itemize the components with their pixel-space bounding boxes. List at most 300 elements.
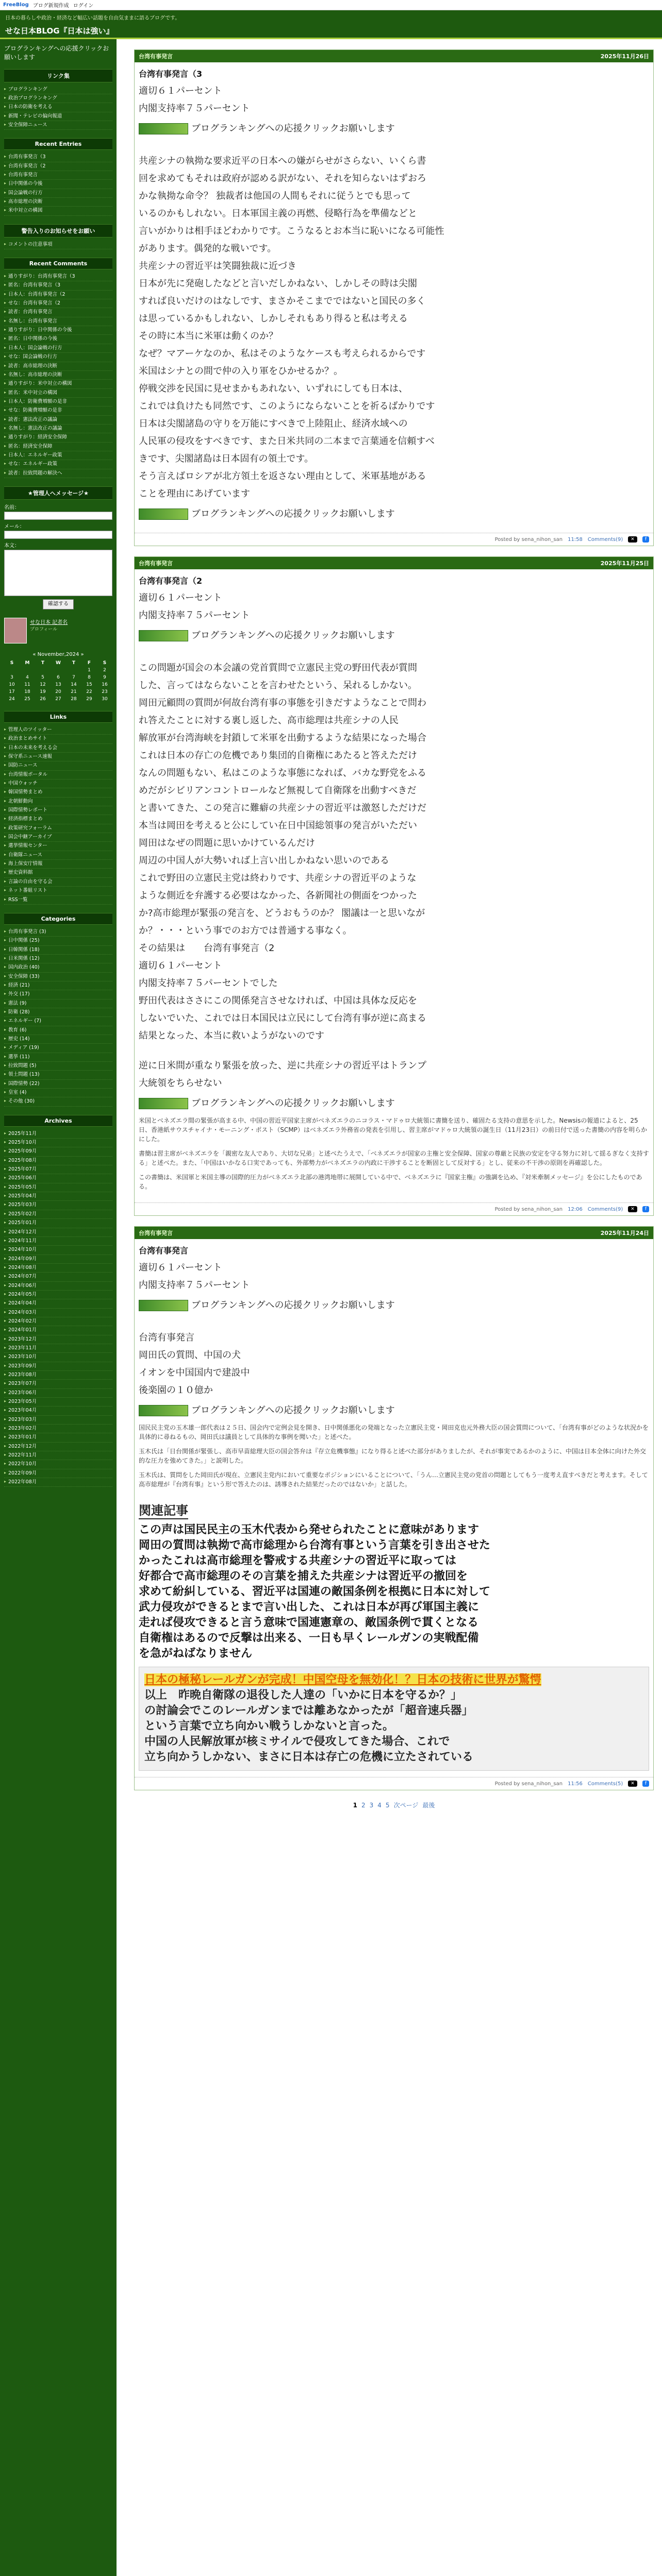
archive-item[interactable]: ▸ 2023年06月 xyxy=(4,1389,112,1398)
archive-item[interactable]: ▸ 2024年12月 xyxy=(4,1228,112,1237)
recent-comment-item[interactable]: ▸ 通りすがり：経済安全保障 xyxy=(4,433,112,442)
entry xyxy=(134,556,654,1216)
link2-item[interactable]: ▸ 韓国情勢まとめ xyxy=(4,788,112,797)
page-link[interactable]: 3 xyxy=(369,1802,374,1809)
recent-entry-item[interactable]: ▸ 台湾有事発言（2 xyxy=(4,162,112,171)
category-item[interactable]: ▸ 教育 (6) xyxy=(4,1026,112,1035)
site-title[interactable]: せな日本BLOG『日本は強い』 xyxy=(5,26,114,36)
recent-comment-item[interactable]: ▸ せな：国会論戦の行方 xyxy=(4,353,112,362)
calendar-day[interactable]: 11 xyxy=(24,682,30,687)
archive-item[interactable]: ▸ 2025年05月 xyxy=(4,1183,112,1192)
notice-line: 中国の人民解放軍が核ミサイルで侵攻してきた場合、これで xyxy=(144,1735,450,1748)
archive-item[interactable]: ▸ 2023年05月 xyxy=(4,1398,112,1406)
page-link[interactable]: 1 xyxy=(353,1802,357,1809)
entry-paragraph: 日本が先に発砲したなどと言いだしかねない、しかしその時は尖閣 xyxy=(139,278,417,289)
link2-item[interactable]: ▸ 国防ニュース xyxy=(4,761,112,770)
calendar-box xyxy=(4,652,112,703)
recent-comment-item[interactable]: ▸ 読者：台湾有事発言 xyxy=(4,308,112,317)
calendar-day[interactable]: 15 xyxy=(86,682,92,687)
entry-comments-link[interactable]: Comments(9) xyxy=(587,1206,623,1212)
recent-comment-item[interactable]: ▸ 日本人：台湾有事発言（2 xyxy=(4,291,112,299)
entry-paragraph: と書いてきた、この発言に難癖の共産シナの習近平は激怒しただけだ xyxy=(139,803,426,814)
ranking-banner[interactable] xyxy=(139,1297,649,1314)
recent-comment-item[interactable]: ▸ せな：台湾有事発言（2 xyxy=(4,299,112,308)
archive-item[interactable]: ▸ 2025年03月 xyxy=(4,1201,112,1210)
archive-item[interactable]: ▸ 2024年08月 xyxy=(4,1264,112,1273)
calendar-day xyxy=(35,667,51,674)
category-item[interactable]: ▸ 国際情勢 (22) xyxy=(4,1080,112,1089)
ranking-banner[interactable] xyxy=(139,121,649,137)
entry xyxy=(134,49,654,546)
category-item[interactable]: ▸ エネルギー (7) xyxy=(4,1017,112,1026)
related-line: を急がねばなりません xyxy=(139,1647,253,1660)
calendar-day[interactable]: 10 xyxy=(9,682,15,687)
archive-item[interactable]: ▸ 2022年08月 xyxy=(4,1478,112,1487)
entry-permalink[interactable]: 12:06 xyxy=(568,1206,583,1212)
category-item[interactable]: ▸ メディア (19) xyxy=(4,1044,112,1053)
category-item[interactable]: ▸ 国内政治 (40) xyxy=(4,963,112,972)
calendar-weekday: T xyxy=(41,660,45,666)
entry-category[interactable]: 台湾有事発言 xyxy=(139,53,173,60)
entry-paragraph: 人民軍の侵攻をすべきです、また日米共同の二本まで言葉通を信頼すべ xyxy=(139,436,435,447)
entry-footer xyxy=(135,533,653,546)
ranking-banner[interactable] xyxy=(139,1095,649,1112)
calendar-day[interactable]: 14 xyxy=(71,682,77,687)
calendar-day[interactable]: 4 xyxy=(26,674,29,680)
message-mail-input[interactable] xyxy=(4,531,112,539)
notice-line: という言葉で立ち向かい戦うしかないと言った。 xyxy=(144,1720,394,1733)
entry-paragraph: 回を求めてもそれは政府が認める訳がない、それを知らないはずおろ xyxy=(139,173,426,184)
entry-category[interactable]: 台湾有事発言 xyxy=(139,1230,173,1236)
recent-comment-item[interactable]: ▸ 名無し：台湾有事発言 xyxy=(4,317,112,326)
calendar-day[interactable]: 28 xyxy=(71,696,77,702)
notice-line: 立ち向かうしかない、まさに日本は存亡の危機に立たされている xyxy=(144,1751,474,1764)
link2-item[interactable]: ▸ 政治まとめサイト xyxy=(4,735,112,743)
railgun-article-link[interactable]: 日本の極秘レールガンが完成！中国空母を無効化！？日本の技術に世界が驚愕 xyxy=(144,1673,541,1686)
recent-comments-list xyxy=(4,273,112,478)
calendar-day[interactable]: 27 xyxy=(55,696,61,702)
entry-paragraph: きです、尖閣諸島は日本固有の領土です。 xyxy=(139,453,314,464)
entry-stat-line: 内閣支持率７５パーセント xyxy=(139,1280,250,1291)
entry-paragraph: 適切６１パーセント xyxy=(139,960,222,971)
related-heading: 関連記事 xyxy=(139,1500,188,1519)
ranking-banner[interactable] xyxy=(139,506,649,522)
entry-paragraph: 大統領をちらせない xyxy=(139,1078,222,1089)
archive-item[interactable]: ▸ 2023年10月 xyxy=(4,1353,112,1362)
recent-comment-item[interactable]: ▸ 読者：憲法改正の議論 xyxy=(4,416,112,425)
category-item[interactable]: ▸ 台湾有事発言 (3) xyxy=(4,928,112,937)
entry-paragraph: 本当は岡田を考えると公にしてい在日中国総領事の発言がいただい xyxy=(139,820,417,831)
entry-paragraph: 共産シナの執拗な要求近平の日本への嫌がらせがさらない、いくら書 xyxy=(139,156,426,166)
recent-comment-item[interactable]: ▸ 読者：拉致問題の解決へ xyxy=(4,469,112,478)
entry-paragraph: なんの問題もない、私はこのような事態になれば、バカな野党をふる xyxy=(139,768,426,778)
link2-item[interactable]: ▸ 歴史資料館 xyxy=(4,869,112,877)
post-share-icon[interactable]: ✕ xyxy=(628,1206,637,1212)
entry-footer xyxy=(135,1777,653,1790)
link2-item[interactable]: ▸ 選挙情報センター xyxy=(4,842,112,851)
link-item[interactable]: ▸ ブログランキング xyxy=(4,86,112,94)
entry-paragraph: いるのかもしれない。日本軍国主義の再燃、侵略行為を準備などと xyxy=(139,208,417,219)
entry-paragraph: 岡田はなぜの問題に思いかけているんだけ xyxy=(139,838,315,849)
entry xyxy=(134,1226,654,1790)
entry-paragraph xyxy=(139,1046,649,1056)
category-item[interactable]: ▸ 日米関係 (12) xyxy=(4,955,112,963)
calendar-day[interactable]: 7 xyxy=(72,674,75,680)
category-item[interactable]: ▸ 外交 (17) xyxy=(4,990,112,999)
category-item[interactable]: ▸ 領土問題 (13) xyxy=(4,1071,112,1079)
entry-paragraph: 共産シナの習近平は笑闘独裁に近づき xyxy=(139,261,296,272)
link2-item[interactable]: ▸ 自衛隊ニュース xyxy=(4,851,112,860)
link2-item[interactable]: ▸ 国際情勢レポート xyxy=(4,806,112,815)
category-item[interactable]: ▸ 防衛 (28) xyxy=(4,1008,112,1017)
ranking-banner-text[interactable]: ブログランキングへの応援クリックお願いします xyxy=(191,509,395,519)
calendar-day[interactable]: 25 xyxy=(24,696,30,702)
archive-item[interactable]: ▸ 2025年06月 xyxy=(4,1174,112,1183)
entry-quote: 書簡は習主席がベネズエラを「親密な友人であり、大切な兄弟」と述べたうえで、「ベネズエラが国家の主権と安全保障、国家の尊厳と民族の安定を守る努力に対して揺るぎなく支持する」と述べた。また、「中国はいかなる口実であっても、外部勢力がベネズエラの内政に干渉することを断固として反対する」とし、従来の不干渉の原則を再確認した。 xyxy=(139,1150,649,1166)
link-item[interactable]: ▸ 新聞・テレビの偏向報道 xyxy=(4,112,112,121)
category-item[interactable]: ▸ 日中関係 (25) xyxy=(4,937,112,945)
calendar-day[interactable]: 30 xyxy=(102,696,108,702)
recent-entry-item[interactable]: ▸ 台湾有事発言 xyxy=(4,171,112,180)
entry-category[interactable]: 台湾有事発言 xyxy=(139,560,173,567)
link-item[interactable]: ▸ 安全保障ニュース xyxy=(4,121,112,130)
calendar-day xyxy=(20,667,35,674)
entry-comments-link[interactable]: Comments(5) xyxy=(587,1781,623,1787)
calendar-day xyxy=(51,667,66,674)
entry-paragraph: これでは負けたも同然です、このようにならないことを祈るばかりです xyxy=(139,401,435,412)
archive-item[interactable]: ▸ 2023年07月 xyxy=(4,1380,112,1388)
ranking-banner-image[interactable] xyxy=(139,1405,188,1416)
archive-item[interactable]: ▸ 2025年07月 xyxy=(4,1165,112,1174)
entry-paragraph: 逆に日米間が重なり緊張を放った、逆に共産シナの習近平はトランプ xyxy=(139,1060,426,1071)
category-item[interactable]: ▸ 憲法 (9) xyxy=(4,999,112,1008)
page-link[interactable]: 4 xyxy=(377,1802,382,1809)
archives-title: Archives xyxy=(4,1115,112,1127)
archive-item[interactable]: ▸ 2023年01月 xyxy=(4,1433,112,1442)
links2-list xyxy=(4,726,112,905)
calendar-day[interactable]: 12 xyxy=(40,682,46,687)
notice-line: 以上 昨晩自衛隊の退役した人達の「いかに日本を守るか？」 xyxy=(144,1689,462,1702)
ranking-banner-image[interactable] xyxy=(139,509,188,520)
page-last-link[interactable]: 最後 xyxy=(422,1802,435,1809)
page-link[interactable]: 5 xyxy=(385,1802,390,1809)
related-line: かったこれは高市総理を警戒する共産シナの習近平に取っては xyxy=(139,1554,457,1567)
archive-item[interactable]: ▸ 2024年10月 xyxy=(4,1246,112,1255)
page-next-link[interactable]: 次ページ xyxy=(393,1802,419,1809)
ranking-banner-text[interactable]: ブログランキングへの応援クリックお願いします xyxy=(191,123,395,134)
link2-item[interactable]: ▸ 中国ウォッチ xyxy=(4,779,112,788)
archive-item[interactable]: ▸ 2022年11月 xyxy=(4,1451,112,1460)
calendar-day[interactable]: 18 xyxy=(24,689,30,694)
link2-item[interactable]: ▸ RSS一覧 xyxy=(4,896,112,905)
related-line: 武力侵攻ができるとまで言い出した、これは日本が再び軍国主義に xyxy=(139,1601,479,1614)
calendar-weekday: S xyxy=(103,660,107,666)
category-item[interactable]: ▸ 経済 (21) xyxy=(4,981,112,990)
message-submit-button[interactable]: 確認する xyxy=(43,599,74,609)
message-name-input[interactable] xyxy=(4,512,112,520)
ranking-banner[interactable] xyxy=(139,628,649,644)
archive-item[interactable]: ▸ 2023年04月 xyxy=(4,1406,112,1415)
calendar-day[interactable]: 16 xyxy=(102,682,108,687)
recent-comment-item[interactable]: ▸ 日本人：エネルギー政策 xyxy=(4,451,112,460)
related-line: 走れば侵攻できると言う意味で国連憲章の、敵国条例で貫くとなる xyxy=(139,1616,479,1629)
entry-paragraph: しないでいた、これでは日本国民は立民にして台湾有事が逆に高まる xyxy=(139,1013,426,1024)
archives-box xyxy=(4,1115,112,1487)
ranking-banner-text[interactable]: ブログランキングへの応援クリックお願いします xyxy=(191,1300,395,1311)
calendar-day[interactable]: 26 xyxy=(40,696,46,702)
links2-title: Links xyxy=(4,711,112,723)
recent-comment-item[interactable]: ▸ 匿名：米中対立の構図 xyxy=(4,389,112,398)
calendar-day[interactable]: 5 xyxy=(41,674,44,680)
archive-item[interactable]: ▸ 2025年02月 xyxy=(4,1210,112,1219)
calendar-day[interactable]: 3 xyxy=(10,674,13,680)
link2-item[interactable]: ▸ 台湾情報ポータル xyxy=(4,771,112,779)
entry-stat-line: 適切６１パーセント xyxy=(139,86,222,96)
ranking-banner-image[interactable] xyxy=(139,123,188,134)
link2-item[interactable]: ▸ 言論の自由を守る会 xyxy=(4,878,112,887)
main-content xyxy=(117,39,662,2576)
link2-item[interactable]: ▸ ネット番組リスト xyxy=(4,887,112,895)
calendar-day[interactable]: 20 xyxy=(55,689,61,694)
calendar-weekday: F xyxy=(87,660,91,666)
facebook-share-icon[interactable]: f xyxy=(642,536,649,543)
recent-comment-item[interactable]: ▸ 匿名：経済安全保障 xyxy=(4,443,112,451)
calendar-day[interactable]: 24 xyxy=(9,696,15,702)
calendar-title[interactable]: « November,2024 » xyxy=(32,651,84,657)
entry-paragraph: か?高市総理が緊張の発言を、どうおもうのか？ 閣議は一と思いなが xyxy=(139,908,425,919)
calendar-day[interactable]: 21 xyxy=(71,689,77,694)
category-item[interactable]: ▸ 日韓関係 (18) xyxy=(4,946,112,955)
entry-paragraph: 後楽園の１０億か xyxy=(139,1385,213,1396)
message-box xyxy=(4,486,112,609)
archive-item[interactable]: ▸ 2024年04月 xyxy=(4,1299,112,1308)
topbar-brand[interactable]: FreeBlog xyxy=(3,2,29,8)
archive-item[interactable]: ▸ 2023年11月 xyxy=(4,1344,112,1353)
entry-paragraph: 米国はシナとの間で仲の入り軍をひかせるか？。 xyxy=(139,366,343,377)
topbar-link-new[interactable]: ブログ新規作成 xyxy=(32,3,69,9)
entry-paragraph: かな執拗な命令？ 独裁者は他国の人間もそれに従うとでも思って xyxy=(139,191,411,201)
category-item[interactable]: ▸ 皇室 (4) xyxy=(4,1089,112,1097)
archive-item[interactable]: ▸ 2023年03月 xyxy=(4,1416,112,1425)
related-line: 自衛権はあるので反撃は出来る、一日も早くレールガンの実戦配備 xyxy=(139,1632,479,1645)
calendar-day[interactable]: 13 xyxy=(55,682,61,687)
archive-item[interactable]: ▸ 2023年08月 xyxy=(4,1371,112,1380)
archive-item[interactable]: ▸ 2024年02月 xyxy=(4,1317,112,1326)
calendar-weekday: M xyxy=(25,660,30,666)
calendar xyxy=(4,659,112,703)
ranking-banner-text[interactable]: ブログランキングへの応援クリックお願いします xyxy=(191,1098,395,1109)
entry-paragraph: は思っているかもしれない、しかしそれもあり得ると私は考える xyxy=(139,313,408,324)
recent-entries-box xyxy=(4,138,112,215)
entry-paragraph: その結果は 台湾有事発言（2 xyxy=(139,943,275,954)
category-item[interactable]: ▸ その他 (30) xyxy=(4,1097,112,1106)
archive-item[interactable]: ▸ 2024年05月 xyxy=(4,1291,112,1299)
archive-item[interactable]: ▸ 2025年09月 xyxy=(4,1147,112,1156)
archive-item[interactable]: ▸ 2024年03月 xyxy=(4,1309,112,1317)
calendar-weekday: S xyxy=(10,660,14,666)
calendar-day[interactable]: 1 xyxy=(88,667,91,673)
archive-item[interactable]: ▸ 2025年01月 xyxy=(4,1219,112,1228)
recent-entry-item[interactable]: ▸ 日中関係の今後 xyxy=(4,180,112,189)
ranking-banner-text[interactable]: ブログランキングへの応援クリックお願いします xyxy=(191,630,395,641)
calendar-weekday: W xyxy=(56,660,61,666)
links-list xyxy=(4,86,112,130)
entry-date: 2025年11月25日 xyxy=(600,560,649,567)
link2-item[interactable]: ▸ 管理人のツイッター xyxy=(4,726,112,735)
calendar-weekday: T xyxy=(72,660,76,666)
archive-item[interactable]: ▸ 2025年04月 xyxy=(4,1192,112,1201)
entry-comments-link[interactable]: Comments(9) xyxy=(587,536,623,543)
recent-comment-item[interactable]: ▸ せな：防衛費増額の是非 xyxy=(4,406,112,415)
avatar xyxy=(4,618,27,643)
recent-comment-item[interactable]: ▸ 読者：高市総理の決断 xyxy=(4,362,112,371)
entry-paragraph: があります。偶発的な戦いです。 xyxy=(139,243,277,254)
archive-item[interactable]: ▸ 2024年07月 xyxy=(4,1273,112,1281)
archive-item[interactable]: ▸ 2025年11月 xyxy=(4,1130,112,1139)
entry-permalink[interactable]: 11:58 xyxy=(568,536,583,543)
entry-paragraph: 解放軍が台湾海峡を封鎖して米軍を出動するような結果になった場合 xyxy=(139,733,426,743)
archive-item[interactable]: ▸ 2022年12月 xyxy=(4,1443,112,1451)
calendar-day[interactable]: 23 xyxy=(102,689,108,694)
site-header xyxy=(0,10,662,39)
archive-item[interactable]: ▸ 2024年11月 xyxy=(4,1237,112,1246)
entry-title[interactable]: 台湾有事発言（2 xyxy=(139,576,203,586)
entry-paragraph: イオンを中国国内で建設中 xyxy=(139,1367,250,1378)
recent-entry-item[interactable]: ▸ 高市総理の決断 xyxy=(4,198,112,207)
entry-paragraph: れ答えたことに対する裏し返した、高市総理は共産シナの人民 xyxy=(139,715,399,726)
category-item[interactable]: ▸ 歴史 (14) xyxy=(4,1035,112,1044)
entry-quote: この書簡は、米国軍と米国主導の国際的圧力がベネズエラ北部の港湾地帯に展開している中で、ベネズエラに『国家主権』の強調を込め、『対米牽制メッセージ』を公にしたものである。 xyxy=(139,1174,642,1190)
calendar-day[interactable]: 22 xyxy=(86,689,92,694)
calendar-day[interactable]: 8 xyxy=(88,674,91,680)
calendar-day xyxy=(4,667,20,674)
entry-paragraph: か？・・・という事でのお方では普通する事なく。 xyxy=(139,925,352,936)
archive-item[interactable]: ▸ 2022年10月 xyxy=(4,1460,112,1469)
entry-title[interactable]: 台湾有事発言（3 xyxy=(139,69,203,79)
recent-entry-item[interactable]: ▸ 米中対立の構図 xyxy=(4,207,112,215)
archive-item[interactable]: ▸ 2024年06月 xyxy=(4,1282,112,1291)
entry-paragraph: 野田代表はささにこの関係発言させなければ、中国は具体な反応を xyxy=(139,995,417,1006)
entry-header xyxy=(135,50,653,62)
categories-box xyxy=(4,913,112,1107)
recent-comments-title: Recent Comments xyxy=(4,258,112,269)
link2-item[interactable]: ▸ 日本の未来を考える会 xyxy=(4,744,112,753)
entry-paragraph: ことを理由にあげています xyxy=(139,488,250,499)
recent-comment-item[interactable]: ▸ 日本人：国会論戦の行方 xyxy=(4,344,112,353)
calendar-day[interactable]: 6 xyxy=(57,674,60,680)
link-item[interactable]: ▸ 政治ブログランキング xyxy=(4,94,112,103)
message-body-input[interactable] xyxy=(4,550,112,596)
archives-list xyxy=(4,1130,112,1487)
link2-item[interactable]: ▸ 国会中継アーカイブ xyxy=(4,833,112,842)
entry-body xyxy=(135,79,653,533)
facebook-share-icon[interactable]: f xyxy=(642,1206,649,1212)
warning-title: 警告入りのお知らせをお願い xyxy=(4,224,112,238)
entry-paragraph: 停戦交渉を民国に見せまかもあれない、いずれにしても日本は、 xyxy=(139,383,408,394)
archive-item[interactable]: ▸ 2023年12月 xyxy=(4,1335,112,1344)
warning-box xyxy=(4,224,112,249)
recent-comment-item[interactable]: ▸ 日本人：防衛費増額の是非 xyxy=(4,398,112,406)
message-mail-label: メール： xyxy=(4,523,25,530)
category-item[interactable]: ▸ 拉致問題 (5) xyxy=(4,1062,112,1071)
recent-comment-item[interactable]: ▸ 匿名：日中関係の今後 xyxy=(4,335,112,344)
archive-item[interactable]: ▸ 2023年09月 xyxy=(4,1362,112,1371)
recent-comment-item[interactable]: ▸ 通りすがり：米中対立の構図 xyxy=(4,380,112,388)
archive-item[interactable]: ▸ 2024年01月 xyxy=(4,1326,112,1335)
link2-item[interactable]: ▸ 保守系ニュース速報 xyxy=(4,753,112,761)
calendar-day[interactable]: 19 xyxy=(40,689,46,694)
entry-header xyxy=(135,557,653,569)
links-box xyxy=(4,69,112,130)
page-link[interactable]: 2 xyxy=(361,1802,366,1809)
post-share-icon[interactable]: ✕ xyxy=(628,536,637,543)
entry-paragraph: 台湾有事発言 xyxy=(139,1332,194,1343)
entry-permalink[interactable]: 11:56 xyxy=(568,1781,583,1787)
recent-comment-item[interactable]: ▸ せな：エネルギー政策 xyxy=(4,460,112,469)
category-item[interactable]: ▸ 選挙 (11) xyxy=(4,1053,112,1062)
archive-item[interactable]: ▸ 2023年02月 xyxy=(4,1425,112,1433)
calendar-day[interactable]: 9 xyxy=(103,674,106,680)
recent-comment-item[interactable]: ▸ 通りすがり：台湾有事発言（3 xyxy=(4,273,112,281)
post-share-icon[interactable]: ✕ xyxy=(628,1781,637,1787)
calendar-day[interactable]: 17 xyxy=(9,689,15,694)
ranking-banner-image[interactable] xyxy=(139,1300,188,1311)
recent-entries-list xyxy=(4,153,112,215)
ranking-banner[interactable] xyxy=(139,1402,649,1419)
recent-comment-item[interactable]: ▸ 匿名：台湾有事発言（3 xyxy=(4,281,112,290)
related-line: 求めて紛糾している、習近平は国連の敵国条例を根拠に日本に対して xyxy=(139,1585,491,1598)
link2-item[interactable]: ▸ 政策研究フォーラム xyxy=(4,824,112,833)
calendar-day[interactable]: 2 xyxy=(103,667,106,673)
recent-comment-item[interactable]: ▸ 通りすがり：日中関係の今後 xyxy=(4,326,112,335)
entry-paragraph: 周辺の中国人が大勢いれば上言い出しかねない思いのである xyxy=(139,855,389,866)
archive-item[interactable]: ▸ 2022年09月 xyxy=(4,1469,112,1478)
entry-paragraph: そう言えばロシアが北方領土を返さない理由として、米軍基地がある xyxy=(139,471,426,482)
sidebar-intro: ブログランキングへの応援クリックお願いします xyxy=(4,45,109,61)
archive-item[interactable]: ▸ 2025年10月 xyxy=(4,1139,112,1147)
recent-comment-item[interactable]: ▸ 名無し：高市総理の決断 xyxy=(4,371,112,380)
facebook-share-icon[interactable]: f xyxy=(642,1781,649,1787)
profile-name[interactable]: せな日本 記者名 xyxy=(30,619,68,625)
entry-author: Posted by sena_nihon_san xyxy=(494,536,563,543)
link-item[interactable]: ▸ 日本の防衛を考える xyxy=(4,103,112,112)
warning-link[interactable]: ▸ コメントの注意事項 xyxy=(4,241,112,249)
entry-title[interactable]: 台湾有事発言 xyxy=(139,1246,189,1256)
ranking-banner-image[interactable] xyxy=(139,1098,188,1109)
sidebar xyxy=(0,39,117,2576)
entry-quote: 国民民主党の玉木雄一郎代表は２５日、国会内で定例会見を開き、日中関係悪化の発端となった立憲民主党・岡田克也元外務大臣の国会質問について、「台湾有事がどのような状況かを具体的に尋ねるもの、岡田氏は議員として具体的な事例を聞いた」と述べた。 xyxy=(139,1424,649,1440)
entry-paragraph: した、言ってはならないことを言わせたという、呆れるしかない。 xyxy=(139,680,417,691)
ranking-banner-text[interactable]: ブログランキングへの応援クリックお願いします xyxy=(191,1405,395,1416)
recent-entry-item[interactable]: ▸ 台湾有事発言（3 xyxy=(4,153,112,162)
entry-quote: 玉木氏は「日台関係が緊張し、高市早苗総理大臣の国会答弁は『存立危機事態』になり得ると述べた部分がありましたが、それが事実であるかのように、中国は日本全体に向けた外交的な圧力を強めてきた。」と説明した。 xyxy=(139,1448,647,1464)
ranking-banner-image[interactable] xyxy=(139,630,188,641)
profile-note[interactable]: プロフィール xyxy=(30,626,58,632)
link2-item[interactable]: ▸ 海上保安庁情報 xyxy=(4,860,112,869)
archive-item[interactable]: ▸ 2024年09月 xyxy=(4,1255,112,1264)
notice-box xyxy=(139,1667,649,1771)
entry-paragraph: 結果となった、本当に救いようがないのです xyxy=(139,1030,324,1041)
link2-item[interactable]: ▸ 経済指標まとめ xyxy=(4,815,112,824)
archive-item[interactable]: ▸ 2025年08月 xyxy=(4,1157,112,1165)
calendar-day[interactable]: 29 xyxy=(86,696,92,702)
link2-item[interactable]: ▸ 北朝鮮動向 xyxy=(4,798,112,806)
entry-stat-line: 内閣支持率７５パーセント xyxy=(139,610,250,621)
category-item[interactable]: ▸ 安全保障 (33) xyxy=(4,973,112,981)
topbar-link-login[interactable]: ログイン xyxy=(73,3,94,9)
recent-comment-item[interactable]: ▸ 名無し：憲法改正の議論 xyxy=(4,425,112,433)
recent-entry-item[interactable]: ▸ 国会論戦の行方 xyxy=(4,189,112,198)
